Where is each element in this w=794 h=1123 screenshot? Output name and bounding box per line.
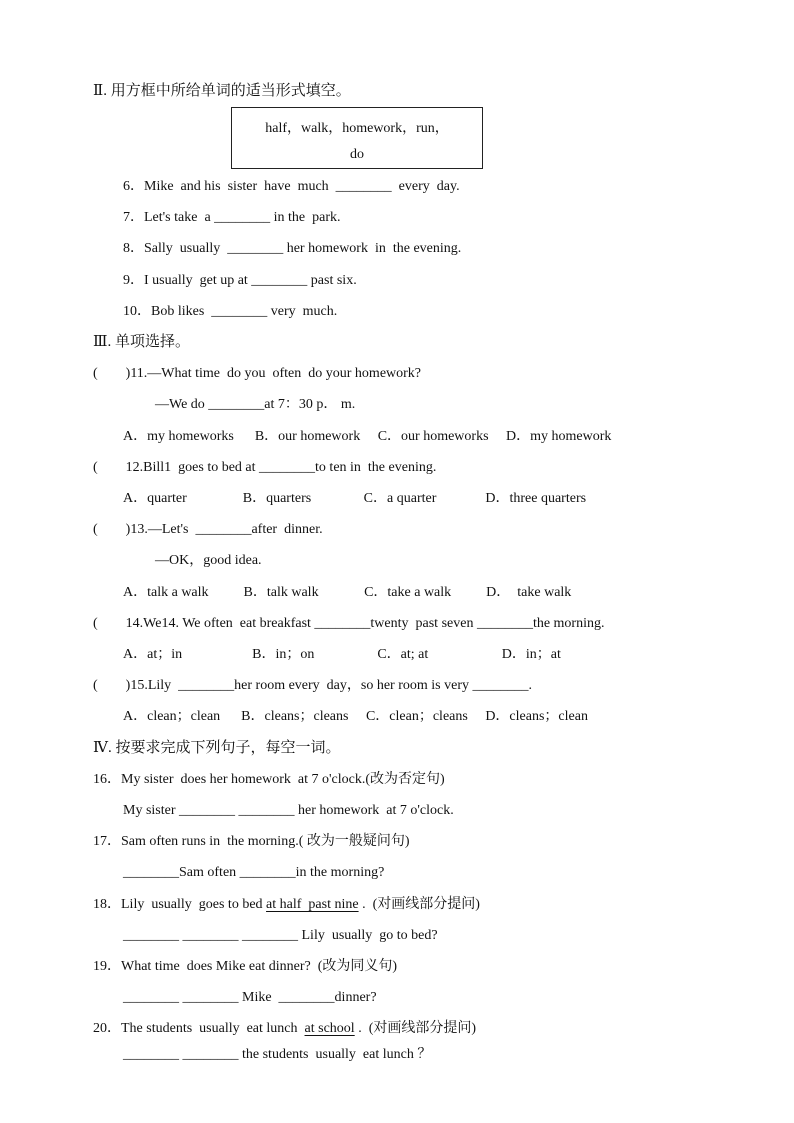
section-2-title: Ⅱ. 用方框中所给单词的适当形式填空。 — [93, 83, 351, 99]
question-19-answer: ________ ________ Mike ________dinner? — [123, 990, 377, 1005]
question-7: 7．Let's take a ________ in the park. — [123, 210, 341, 225]
question-18-answer: ________ ________ ________ Lily usually go to bed? — [123, 928, 438, 943]
question-13-options: A．talk a walk B．talk walk C．take a walk D． take walk — [123, 585, 572, 600]
question-8: 8．Sally usually ________ her homework in the evening. — [123, 241, 462, 256]
question-6: 6．Mike and his sister have much ________ every day. — [123, 179, 460, 194]
question-13: ( )13.—Let's ________after dinner. — [93, 522, 323, 537]
section-4-title: Ⅳ. 按要求完成下列句子，每空一词。 — [93, 740, 341, 756]
word-box-line-2: do — [350, 147, 364, 162]
question-11-answer-line: —We do ________at 7：30 p． m. — [155, 397, 356, 412]
word-box — [231, 107, 483, 169]
question-15-options: A．clean；clean B．cleans；cleans C．clean；cleans D．cleans；clean — [123, 709, 588, 724]
question-20-answer: ________ ________ the students usually eat lunch ？ — [123, 1047, 432, 1062]
question-19: 19．What time does Mike eat dinner? (改为同义句) — [93, 959, 398, 974]
question-14: ( 14.We14. We often eat breakfast ________twenty past seven ________the morning. — [93, 616, 605, 631]
question-14-options: A．at；in B．in；on C．at; at D．in；at — [123, 647, 561, 662]
question-12-options: A．quarter B．quarters C．a quarter D．three quarters — [123, 491, 587, 506]
question-11-options: A．my homeworks B．our homework C．our homeworks D．my homework — [123, 429, 612, 444]
question-18 — [93, 896, 480, 914]
question-20-text: 20．The students usually eat lunch — [93, 1021, 305, 1036]
question-18-instruction: . (对画线部分提问) — [358, 897, 480, 912]
question-15: ( )15.Lily ________her room every day，so her room is very ________. — [93, 678, 532, 693]
question-11: ( )11.—What time do you often do your homework? — [93, 366, 422, 381]
question-16-answer: My sister ________ ________ her homework at 7 o'clock. — [123, 803, 454, 818]
question-9: 9．I usually get up at ________ past six. — [123, 273, 357, 288]
question-10: 10．Bob likes ________ very much. — [123, 304, 338, 319]
question-16: 16．My sister does her homework at 7 o'clock.(改为否定句) — [93, 772, 445, 787]
question-20-instruction: . (对画线部分提问) — [354, 1021, 477, 1036]
word-box-line-1: half，walk，homework，run， — [265, 121, 449, 136]
question-17: 17．Sam often runs in the morning.( 改为一般疑问句) — [93, 834, 410, 849]
question-12: ( 12.Bill1 goes to bed at ________to ten in the evening. — [93, 460, 437, 475]
question-20 — [93, 1020, 476, 1038]
question-18-underlined: at half past nine — [266, 897, 359, 912]
question-20-underlined: at school — [304, 1021, 355, 1036]
question-18-text: 18．Lily usually goes to bed — [93, 897, 267, 912]
section-3-title: Ⅲ. 单项选择。 — [93, 334, 190, 350]
question-13-reply: —OK，good idea. — [155, 553, 262, 568]
question-17-answer: ________Sam often ________in the morning? — [123, 865, 385, 880]
